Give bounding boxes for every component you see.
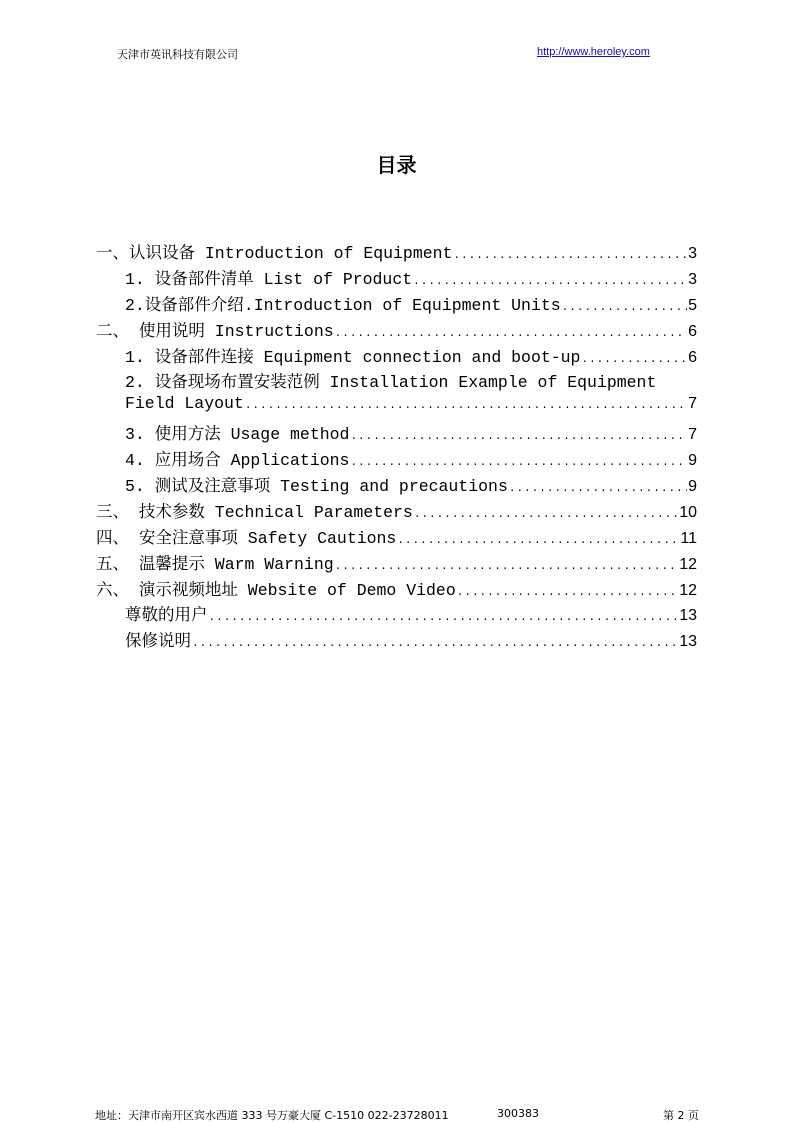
footer-address: 地址：天津市南开区宾水西道 333 号万豪大厦 C-1510 022-23728011 [95, 1109, 449, 1122]
toc-entry[interactable] [96, 317, 697, 343]
toc-entry-title: 5. 测试及注意事项 Testing and precautions [125, 477, 508, 497]
toc-entry-title: 4. 应用场合 Applications [125, 451, 350, 471]
toc-entry-title: 1. 设备部件连接 Equipment connection and boot-up [125, 347, 581, 367]
header-url-link[interactable]: http://www.heroley.com [537, 46, 650, 58]
footer-zip: 300383 [497, 1107, 539, 1120]
toc-entry-title: 1. 设备部件清单 List of Product [125, 269, 413, 289]
dot-leader [457, 587, 678, 599]
dot-leader [335, 561, 679, 573]
toc-entry-page: 13 [679, 607, 697, 625]
toc-entry-page: 3 [688, 245, 697, 262]
toc-entry-title: 尊敬的用户 [125, 606, 208, 626]
toc-entry[interactable] [96, 343, 697, 369]
dot-leader [414, 509, 678, 521]
dot-leader [509, 483, 687, 495]
toc-entry[interactable] [96, 265, 697, 291]
toc-entry-title: 保修说明 [125, 632, 191, 652]
toc-entry-page: 6 [688, 348, 697, 366]
dot-leader [335, 328, 687, 340]
toc-entry-title: Field Layout [125, 394, 244, 414]
toc-entry-title: 3. 使用方法 Usage method [125, 425, 350, 445]
toc-entry-page: 7 [688, 395, 697, 413]
toc-entry-page: 6 [688, 322, 697, 340]
toc-entry-title: 四、 安全注意事项 Safety Cautions [96, 528, 397, 548]
toc-entry[interactable] [96, 239, 697, 265]
dot-leader [192, 638, 678, 650]
toc-entry[interactable] [96, 420, 697, 446]
toc-entry-page: 9 [688, 452, 697, 470]
dot-leader [350, 457, 687, 469]
toc-entry-page: 10 [679, 503, 697, 521]
toc-entry-title: 六、 演示视频地址 Website of Demo Video [96, 580, 456, 600]
toc-entry-title: 五、 温馨提示 Warm Warning [96, 554, 334, 574]
dot-leader [581, 354, 687, 366]
toc-entry[interactable] [96, 368, 697, 394]
dot-leader [562, 302, 687, 314]
toc-entry-title: 三、 技术参数 Technical Parameters [96, 502, 413, 522]
toc-entry-page: 7 [688, 426, 697, 444]
toc-entry[interactable] [96, 524, 697, 550]
toc-entry-page: 12 [679, 555, 697, 573]
toc-entry[interactable] [96, 446, 697, 472]
page-title: 目录 [376, 153, 417, 177]
header-company: 天津市英讯科技有限公司 [117, 48, 238, 61]
toc-entry[interactable] [96, 601, 697, 627]
dot-leader [245, 400, 687, 412]
toc-entry[interactable] [96, 550, 697, 576]
toc-entry[interactable] [96, 576, 697, 602]
toc-entry-page: 5 [688, 296, 697, 314]
toc-entry-title: 2. 设备现场布置安装范例 Installation Example of Equipment [125, 373, 657, 393]
dot-leader [397, 535, 679, 547]
toc-entry-title: 一、认识设备 Introduction of Equipment [96, 244, 453, 263]
toc-entry-title: 2.设备部件介绍.Introduction of Equipment Units [125, 295, 561, 315]
toc-entry[interactable] [96, 291, 697, 317]
toc-entry[interactable] [96, 394, 697, 420]
toc-entry-page: 9 [688, 478, 697, 496]
toc-entry[interactable] [96, 627, 697, 653]
footer-page-number: 第 2 页 [663, 1109, 699, 1122]
toc-entry[interactable] [96, 472, 697, 498]
dot-leader [350, 431, 687, 443]
toc-entry-page: 13 [679, 633, 697, 651]
toc-entry-title: 二、 使用说明 Instructions [96, 321, 334, 341]
toc-entry[interactable] [96, 498, 697, 524]
toc-entry-page: 11 [680, 529, 697, 547]
table-of-contents [96, 239, 697, 653]
dot-leader [413, 276, 687, 288]
dot-leader [209, 612, 679, 624]
toc-entry-page: 12 [679, 581, 697, 599]
dot-leader [453, 250, 687, 262]
toc-entry-page: 3 [688, 270, 697, 288]
